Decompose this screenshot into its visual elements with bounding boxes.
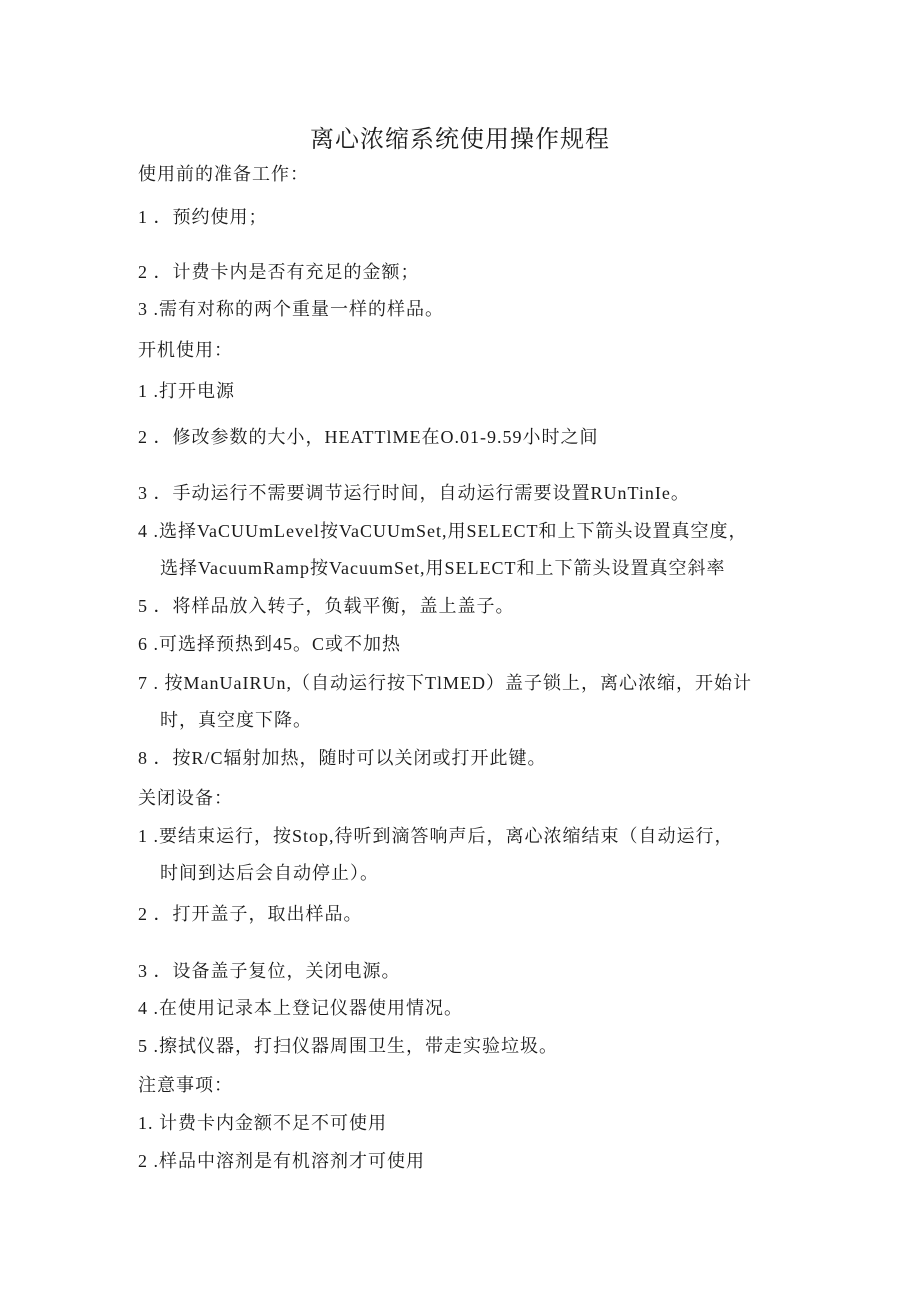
list-item: 2 ．打开盖子，取出样品。 [138,904,363,924]
list-item: 6 .可选择预热到45。C或不加热 [138,634,402,654]
list-item: 5 ．将样品放入转子，负载平衡，盖上盖子。 [138,596,515,616]
list-item-continuation: 选择VacuumRamp按VacuumSet,用SELECT和上下箭头设置真空斜率 [160,558,726,578]
section-heading-notes: 注意事项： [138,1075,233,1095]
list-item: 4 .选择VaCUUmLevel按VaCUUmSet,用SELECT和上下箭头设置真空度， [138,521,748,541]
section-heading-startup: 开机使用： [138,340,233,360]
page-title: 离心浓缩系统使用操作规程 [310,127,610,153]
section-heading-preparation: 使用前的准备工作： [138,164,309,184]
list-item: 3 .需有对称的两个重量一样的样品。 [138,299,444,319]
list-item: 5 .擦拭仪器，打扫仪器周围卫生，带走实验垃圾。 [138,1036,558,1056]
list-item-continuation: 时间到达后会自动停止）。 [160,863,379,883]
list-item: 2 .样品中溶剂是有机溶剂才可使用 [138,1151,425,1171]
list-item: 1. 计费卡内金额不足不可使用 [138,1113,387,1133]
list-item-continuation: 时，真空度下降。 [160,710,312,730]
list-item: 7 . 按ManUaIRUn,（自动运行按下TlMED）盖子锁上，离心浓缩，开始计 [138,673,752,693]
list-item: 1 ．预约使用； [138,207,268,227]
list-item: 2 ．计费卡内是否有充足的金额； [138,262,420,282]
list-item: 4 .在使用记录本上登记仪器使用情况。 [138,998,463,1018]
list-item: 2 ．修改参数的大小，HEATTlME在O.01-9.59小时之间 [138,427,599,447]
list-item: 8 ．按R/C辐射加热，随时可以关闭或打开此键。 [138,748,547,768]
list-item: 1 .要结束运行，按Stop,待听到滴答响声后，离心浓缩结束（自动运行， [138,826,734,846]
list-item: 3 ．设备盖子复位，关闭电源。 [138,961,401,981]
list-item: 1 .打开电源 [138,381,235,401]
list-item: 3 ．手动运行不需要调节运行时间，自动运行需要设置RUnTinIe。 [138,483,690,503]
section-heading-shutdown: 关闭设备： [138,788,233,808]
